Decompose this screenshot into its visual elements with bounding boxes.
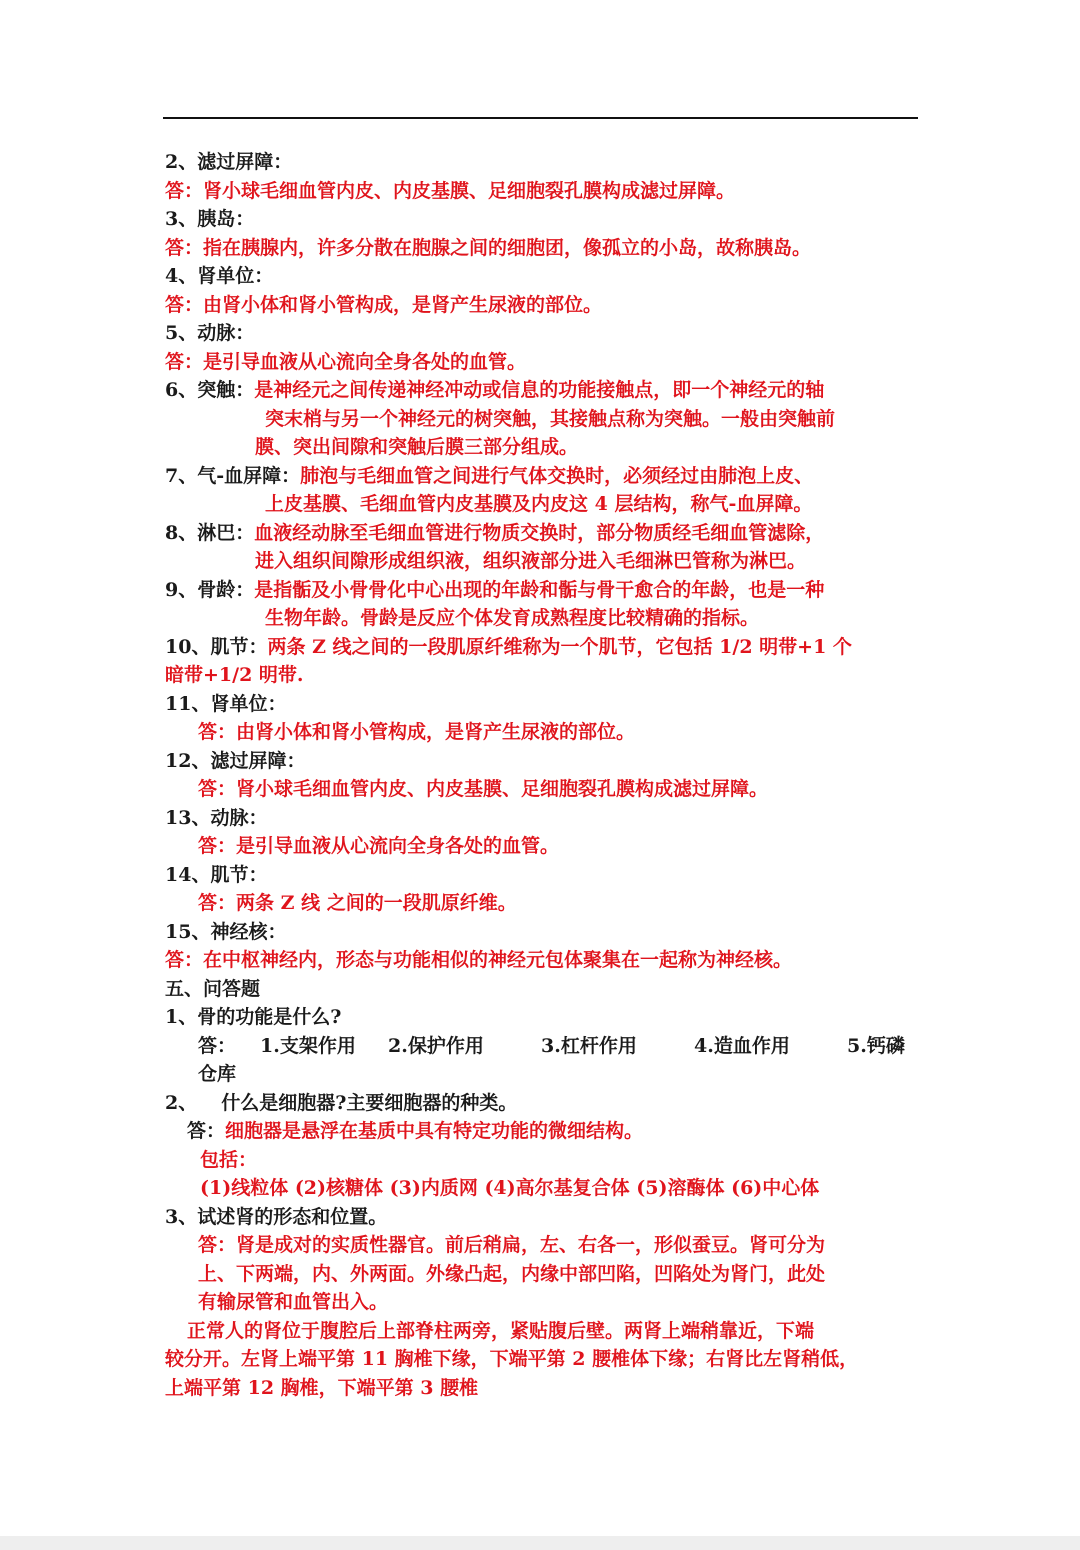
answer-4: 答：由肾小体和肾小管构成，是肾产生尿液的部位。 xyxy=(165,293,603,316)
header-rule xyxy=(163,117,918,119)
q3-para-1: 正常人的肾位于腹腔后上部脊柱两旁，紧贴腹后壁。两肾上端稍靠近，下端 xyxy=(187,1319,815,1342)
q1-answer-line xyxy=(165,1032,917,1061)
answer-12: 答：肾小球毛细血管内皮、内皮基膜、足细胞裂孔膜构成滤过屏障。 xyxy=(198,778,769,800)
term-12: 12、滤过屏障： xyxy=(165,749,306,772)
term-14: 14、肌节： xyxy=(165,863,268,886)
q1-item-4: 4.造血作用 xyxy=(694,1034,790,1057)
item-10-line-1 xyxy=(165,633,917,662)
q1-item-1: 1.支架作用 xyxy=(260,1034,356,1057)
bottom-edge xyxy=(0,1536,1080,1550)
term-15: 15、神经核： xyxy=(165,920,287,943)
answer-14: 答：两条 Z 线 之间的一段肌原纤维。 xyxy=(198,892,517,914)
q2-question-line xyxy=(165,1089,917,1118)
term-9: 9、骨龄： xyxy=(165,578,255,601)
term-3: 3、胰岛： xyxy=(165,208,255,230)
answer-10-2: 暗带+1/2 明带. xyxy=(165,664,304,686)
answer-8-1: 血液经动脉至毛细血管进行物质交换时，部分物质经毛细血管滤除， xyxy=(254,521,825,544)
q2-number: 2、 xyxy=(165,1091,198,1114)
answer-10-1: 两条 Z 线之间的一段肌原纤维称为一个肌节，它包括 1/2 明带+1 个 xyxy=(267,635,852,658)
q2-answer: 细胞器是悬浮在基质中具有特定功能的微细结构。 xyxy=(225,1120,644,1142)
q3-para-3: 上端平第 12 胸椎，下端平第 3 腰椎 xyxy=(165,1376,479,1399)
term-10: 10、肌节： xyxy=(165,635,268,658)
page-content xyxy=(165,148,917,1402)
answer-6-1: 是神经元之间传递神经冲动或信息的功能接触点，即一个神经元的轴 xyxy=(254,379,825,401)
section-5-heading: 五、问答题 xyxy=(165,977,261,1000)
answer-13: 答：是引导血液从心流向全身各处的血管。 xyxy=(198,835,560,857)
answer-7-1: 肺泡与毛细血管之间进行气体交换时，必须经过由肺泡上皮、 xyxy=(300,464,814,487)
answer-6-2: 突末梢与另一个神经元的树突触，其接触点称为突触。一般由突触前 xyxy=(265,407,836,430)
q3-para-2: 较分开。左肾上端平第 11 胸椎下缘，下端平第 2 腰椎体下缘；右肾比左肾稍低， xyxy=(165,1348,859,1370)
term-8: 8、淋巴： xyxy=(165,521,255,544)
term-13: 13、动脉： xyxy=(165,806,268,829)
q1-answer-prefix: 答： xyxy=(198,1034,237,1057)
item-8-line-1 xyxy=(165,519,917,548)
term-2: 2、滤过屏障： xyxy=(165,151,293,173)
term-4: 4、肾单位： xyxy=(165,265,274,287)
q1-item-2: 2.保护作用 xyxy=(388,1034,484,1057)
q2-include: 包括： xyxy=(200,1148,258,1171)
answer-9-2: 生物年龄。骨龄是反应个体发育成熟程度比较精确的指标。 xyxy=(265,607,760,629)
q1-answer-tail: 仓库 xyxy=(198,1063,237,1085)
item-6-line-1 xyxy=(165,376,917,405)
item-7-line-1 xyxy=(165,462,917,491)
term-6: 6、突触： xyxy=(165,379,255,401)
answer-11: 答：由肾小体和肾小管构成，是肾产生尿液的部位。 xyxy=(198,721,636,743)
q3-question: 3、试述肾的形态和位置。 xyxy=(165,1205,388,1228)
q1-item-3: 3.杠杆作用 xyxy=(541,1034,637,1057)
q2-list: (1)线粒体 (2)核糖体 (3)内质网 (4)高尔基复合体 (5)溶酶体 (6)中心体 xyxy=(200,1177,820,1199)
item-9-line-1 xyxy=(165,576,917,605)
answer-7-2: 上皮基膜、毛细血管内皮基膜及内皮这 4 层结构，称气-血屏障。 xyxy=(265,493,813,515)
answer-15: 答：在中枢神经内，形态与功能相似的神经元包体聚集在一起称为神经核。 xyxy=(165,949,793,971)
q3-answer-3: 有输尿管和血管出入。 xyxy=(198,1291,389,1313)
answer-6-3: 膜、突出间隙和突触后膜三部分组成。 xyxy=(255,436,579,458)
term-5: 5、动脉： xyxy=(165,322,255,344)
q3-answer-1: 答：肾是成对的实质性器官。前后稍扁，左、右各一，形似蚕豆。肾可分为 xyxy=(198,1234,826,1256)
q2-answer-line xyxy=(165,1117,917,1146)
q2-question: 什么是细胞器?主要细胞器的种类。 xyxy=(221,1091,518,1114)
answer-9-1: 是指骺及小骨骨化中心出现的年龄和骺与骨干愈合的年龄，也是一种 xyxy=(254,578,825,601)
q3-answer-2: 上、下两端，内、外两面。外缘凸起，内缘中部凹陷，凹陷处为肾门，此处 xyxy=(198,1262,826,1285)
q1-question: 1、骨的功能是什么? xyxy=(165,1006,342,1028)
q2-answer-prefix: 答： xyxy=(187,1120,226,1142)
q1-item-5: 5.钙磷 xyxy=(847,1034,905,1057)
term-11: 11、肾单位： xyxy=(165,692,287,715)
answer-3: 答：指在胰腺内，许多分散在胞腺之间的细胞团，像孤立的小岛，故称胰岛。 xyxy=(165,236,812,259)
answer-8-2: 进入组织间隙形成组织液，组织液部分进入毛细淋巴管称为淋巴。 xyxy=(255,550,807,572)
answer-2: 答：肾小球毛细血管内皮、内皮基膜、足细胞裂孔膜构成滤过屏障。 xyxy=(165,179,736,202)
term-7: 7、气-血屏障： xyxy=(165,464,301,487)
answer-5: 答：是引导血液从心流向全身各处的血管。 xyxy=(165,350,527,373)
